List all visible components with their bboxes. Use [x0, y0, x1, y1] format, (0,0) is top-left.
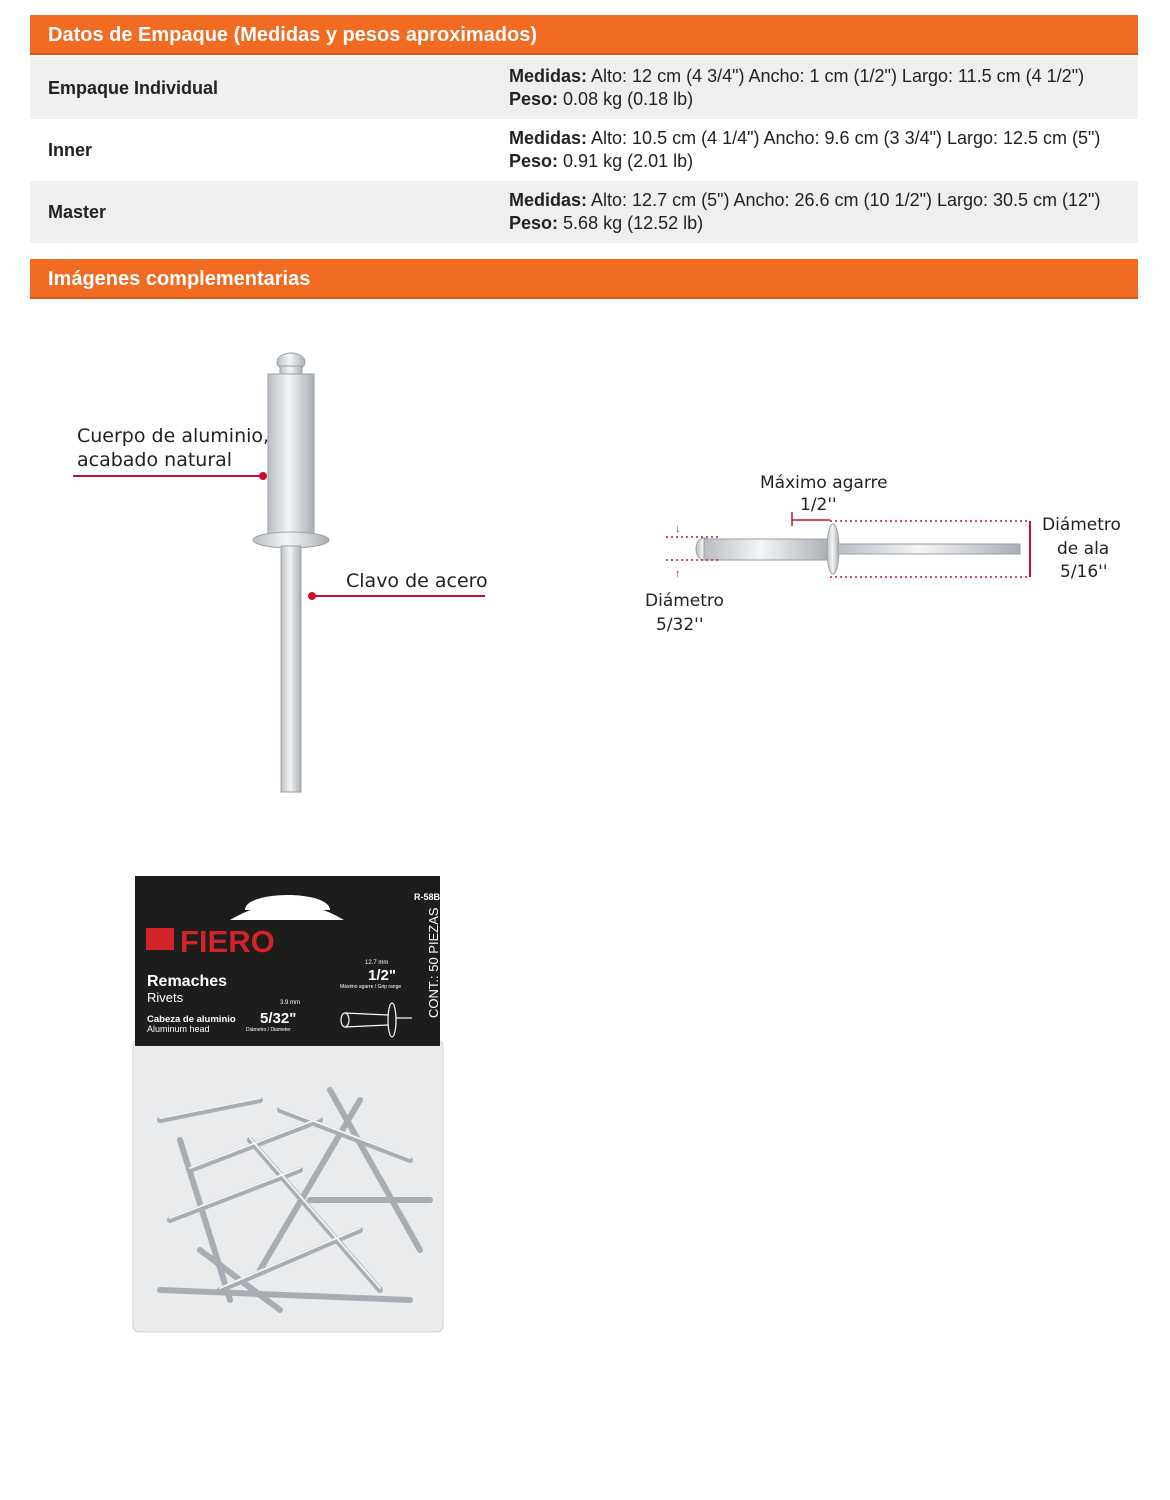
package-name: Inner	[48, 139, 93, 160]
table-row	[30, 181, 1138, 243]
diam-label-line1: Diámetro	[645, 591, 724, 611]
grip-caption: Máximo agarre / Grip range	[340, 984, 402, 990]
package-details: Medidas: Alto: 12 cm (4 3/4") Ancho: 1 cm (1/2") Largo: 11.5 cm (4 1/2") Peso: 0.08 kg (0.18 lb)	[509, 66, 1085, 109]
diam-value: 5/32"	[260, 1010, 297, 1027]
packing-table	[30, 57, 1138, 243]
product-code: R-58B	[414, 892, 441, 902]
rivet-dimensions-image	[630, 460, 1130, 645]
rivet-body	[268, 374, 314, 534]
package-details: Medidas: Alto: 12.7 cm (5") Ancho: 26.6 cm (10 1/2") Largo: 30.5 cm (12") Peso: 5.68 kg (12.52 lb)	[509, 190, 1101, 233]
rivet-h-flange	[827, 524, 839, 574]
grip-label-line1: Máximo agarre	[760, 473, 888, 493]
diam-mm: 3.9 mm	[280, 1000, 301, 1006]
table-row	[30, 119, 1138, 181]
product-name-es: Remaches	[147, 973, 228, 990]
nail-label-marker	[308, 592, 316, 600]
body-label-line2: acabado natural	[77, 449, 233, 471]
flange-label-line1: Diámetro	[1042, 515, 1121, 535]
rivet-h-body	[704, 539, 830, 560]
diam-caption: Diámetro / Diameter	[246, 1027, 291, 1033]
hang-hole	[230, 903, 344, 920]
brand-slash-icon	[146, 928, 174, 950]
rivet-labeled-image	[40, 330, 520, 810]
grip-value: 1/2"	[368, 967, 396, 984]
product-name-en: Rivets	[147, 990, 184, 1005]
table-row	[30, 57, 1138, 119]
head-material-es: Cabeza de aluminio	[147, 1014, 236, 1025]
piece-count: CONT.: 50 PIEZAS	[426, 907, 441, 1018]
rivet-h-nail	[838, 544, 1020, 554]
nail-shaft	[281, 546, 301, 792]
package-name: Empaque Individual	[48, 77, 219, 98]
packing-section-header: Datos de Empaque (Medidas y pesos aproximados)	[30, 15, 1138, 55]
brand-logo: FIERO	[180, 924, 275, 959]
package-details: Medidas: Alto: 10.5 cm (4 1/4") Ancho: 9.6 cm (3 3/4") Largo: 12.5 cm (5") Peso: 0.91 kg (2.01 lb)	[509, 128, 1101, 171]
grip-mm: 12.7 mm	[365, 960, 389, 966]
head-material-en: Aluminum head	[147, 1024, 210, 1034]
diam-label-line2: 5/32''	[656, 615, 704, 635]
body-label-marker	[259, 472, 267, 480]
nail-neck	[280, 366, 302, 374]
package-name: Master	[48, 201, 107, 222]
flange-label-line2: de ala	[1057, 539, 1110, 559]
grip-label-line2: 1/2''	[800, 495, 837, 515]
diam-arrow-up-icon: ↑	[675, 568, 681, 580]
flange-label-line3: 5/16''	[1060, 562, 1108, 582]
product-package-image	[130, 870, 450, 1340]
nail-label: Clavo de acero	[346, 570, 488, 592]
body-label-line1: Cuerpo de aluminio,	[77, 425, 270, 447]
diam-arrow-down-icon: ↓	[675, 523, 681, 535]
images-section-header: Imágenes complementarias	[30, 259, 1138, 299]
